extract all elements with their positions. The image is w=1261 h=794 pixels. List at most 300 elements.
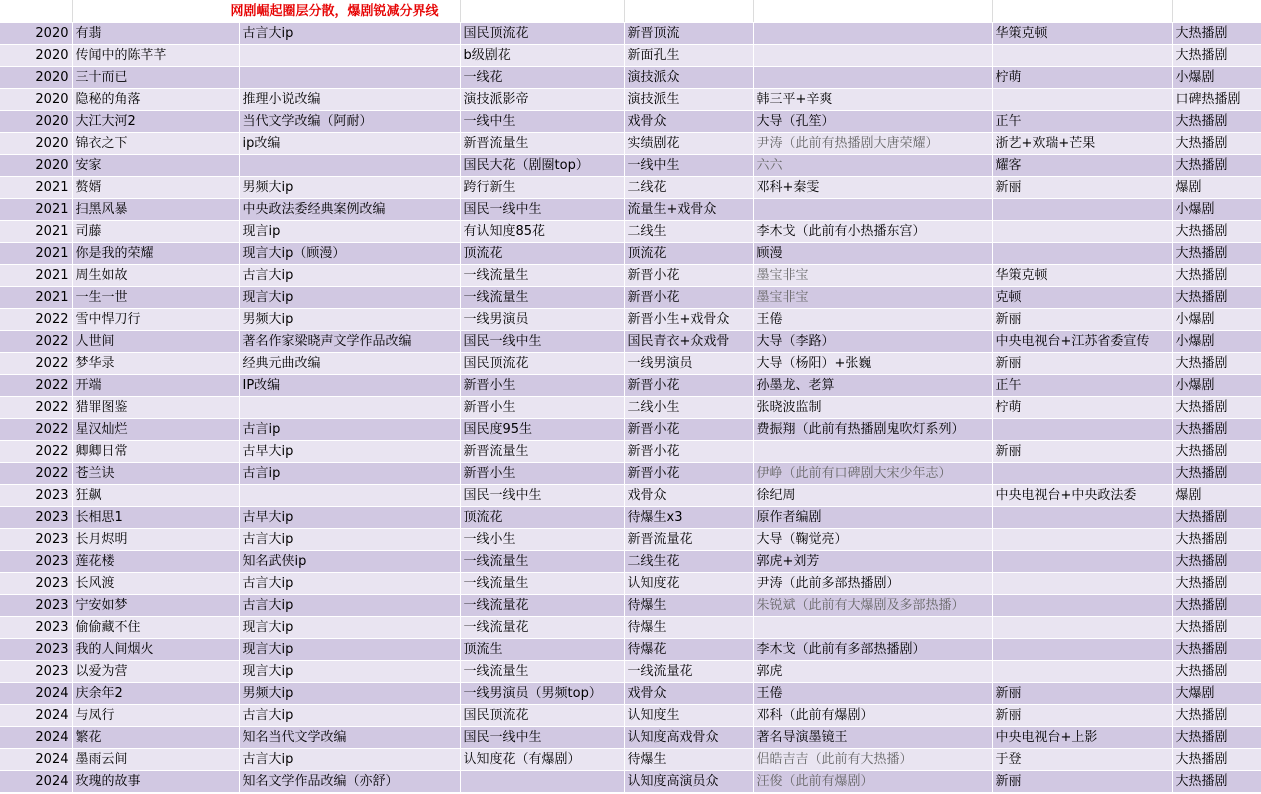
title-cell: 传闻中的陈芊芊 xyxy=(72,45,239,67)
title-cell: 莲花楼 xyxy=(72,551,239,573)
result-cell: 大热播剧 xyxy=(1172,727,1261,749)
creator-cell: 原作者编剧 xyxy=(753,507,992,529)
company-cell: 新丽 xyxy=(992,683,1172,705)
lead1-cell: 一线流量生 xyxy=(460,661,624,683)
company-cell: 中央电视台+江苏省委宣传 xyxy=(992,331,1172,353)
creator-cell: 李木戈（此前有小热播东宫） xyxy=(753,221,992,243)
company-cell: 新丽 xyxy=(992,353,1172,375)
result-cell: 大爆剧 xyxy=(1172,683,1261,705)
table-row xyxy=(0,705,1261,727)
source-cell: 古言大ip xyxy=(239,573,460,595)
year-cell: 2023 xyxy=(0,617,72,639)
title-cell: 宁安如梦 xyxy=(72,595,239,617)
company-cell: 新丽 xyxy=(992,441,1172,463)
lead2-cell: 二线生 xyxy=(624,221,753,243)
lead2-cell: 认知度生 xyxy=(624,705,753,727)
creator-cell xyxy=(753,199,992,221)
lead2-cell: 待爆生 xyxy=(624,749,753,771)
lead1-cell xyxy=(460,771,624,793)
lead2-cell: 新晋顶流 xyxy=(624,23,753,45)
company-cell xyxy=(992,595,1172,617)
lead2-cell: 顶流花 xyxy=(624,243,753,265)
source-cell: 男频大ip xyxy=(239,177,460,199)
table-row xyxy=(0,331,1261,353)
result-cell: 大热播剧 xyxy=(1172,265,1261,287)
year-cell: 2021 xyxy=(0,177,72,199)
lead2-cell: 二线生花 xyxy=(624,551,753,573)
source-cell: ip改编 xyxy=(239,133,460,155)
table-row xyxy=(0,265,1261,287)
creator-cell: 侣皓吉吉（此前有大热播） xyxy=(753,749,992,771)
lead1-cell: 一线流量生 xyxy=(460,287,624,309)
result-cell: 小爆剧 xyxy=(1172,67,1261,89)
result-cell: 大热播剧 xyxy=(1172,639,1261,661)
creator-cell: 大导（杨阳）+张巍 xyxy=(753,353,992,375)
source-cell: 古言ip xyxy=(239,463,460,485)
title-cell: 安家 xyxy=(72,155,239,177)
result-cell: 小爆剧 xyxy=(1172,309,1261,331)
result-cell: 爆剧 xyxy=(1172,177,1261,199)
lead2-cell: 二线小生 xyxy=(624,397,753,419)
lead1-cell: 有认知度85花 xyxy=(460,221,624,243)
creator-cell: 朱锐斌（此前有大爆剧及多部热播） xyxy=(753,595,992,617)
company-cell: 中央电视台+上影 xyxy=(992,727,1172,749)
lead2-cell: 新晋小花 xyxy=(624,419,753,441)
company-cell xyxy=(992,199,1172,221)
result-cell: 大热播剧 xyxy=(1172,595,1261,617)
lead2-cell: 待爆花 xyxy=(624,639,753,661)
lead2-cell: 戏骨众 xyxy=(624,683,753,705)
company-cell: 新丽 xyxy=(992,309,1172,331)
table-row xyxy=(0,639,1261,661)
title-cell: 繁花 xyxy=(72,727,239,749)
table-row xyxy=(0,771,1261,793)
source-cell: 著名作家梁晓声文学作品改编 xyxy=(239,331,460,353)
lead1-cell: 国民大花（剧圈top） xyxy=(460,155,624,177)
lead2-cell: 演技派生 xyxy=(624,89,753,111)
source-cell: 知名文学作品改编（亦舒） xyxy=(239,771,460,793)
lead1-cell: 一线小生 xyxy=(460,529,624,551)
creator-cell: 张晓波监制 xyxy=(753,397,992,419)
result-cell: 大热播剧 xyxy=(1172,133,1261,155)
creator-cell: 邓科+秦雯 xyxy=(753,177,992,199)
title-cell: 猎罪图鉴 xyxy=(72,397,239,419)
company-cell: 新丽 xyxy=(992,705,1172,727)
table-row xyxy=(0,111,1261,133)
result-cell: 大热播剧 xyxy=(1172,705,1261,727)
company-cell: 中央电视台+中央政法委 xyxy=(992,485,1172,507)
lead1-cell: 顶流花 xyxy=(460,243,624,265)
company-cell xyxy=(992,617,1172,639)
source-cell xyxy=(239,67,460,89)
lead2-cell: 二线花 xyxy=(624,177,753,199)
header-cell xyxy=(624,0,753,23)
creator-cell: 顾漫 xyxy=(753,243,992,265)
year-cell: 2020 xyxy=(0,23,72,45)
table-row xyxy=(0,155,1261,177)
source-cell: 古言大ip xyxy=(239,529,460,551)
company-cell: 新丽 xyxy=(992,771,1172,793)
table-row xyxy=(0,683,1261,705)
result-cell: 小爆剧 xyxy=(1172,375,1261,397)
company-cell: 华策克顿 xyxy=(992,265,1172,287)
result-cell: 大热播剧 xyxy=(1172,353,1261,375)
lead2-cell: 认知度高演员众 xyxy=(624,771,753,793)
source-cell: 中央政法委经典案例改编 xyxy=(239,199,460,221)
table-row xyxy=(0,463,1261,485)
result-cell: 大热播剧 xyxy=(1172,221,1261,243)
title-cell: 庆余年2 xyxy=(72,683,239,705)
lead1-cell: 一线流量生 xyxy=(460,551,624,573)
year-cell: 2020 xyxy=(0,89,72,111)
year-cell: 2022 xyxy=(0,309,72,331)
source-cell xyxy=(239,45,460,67)
source-cell xyxy=(239,397,460,419)
creator-cell: 王倦 xyxy=(753,309,992,331)
lead2-cell: 戏骨众 xyxy=(624,485,753,507)
lead1-cell: 国民顶流花 xyxy=(460,705,624,727)
header-cell xyxy=(460,0,624,23)
title-cell: 你是我的荣耀 xyxy=(72,243,239,265)
year-cell: 2022 xyxy=(0,397,72,419)
lead1-cell: 国民顶流花 xyxy=(460,23,624,45)
creator-cell: 徐纪周 xyxy=(753,485,992,507)
creator-cell: 墨宝非宝 xyxy=(753,265,992,287)
year-cell: 2022 xyxy=(0,375,72,397)
source-cell: 古言大ip xyxy=(239,595,460,617)
lead1-cell: 一线流量花 xyxy=(460,595,624,617)
year-cell: 2022 xyxy=(0,441,72,463)
source-cell: 知名当代文学改编 xyxy=(239,727,460,749)
lead2-cell: 新晋小花 xyxy=(624,441,753,463)
lead2-cell: 实绩剧花 xyxy=(624,133,753,155)
year-cell: 2020 xyxy=(0,111,72,133)
lead1-cell: 跨行新生 xyxy=(460,177,624,199)
result-cell: 大热播剧 xyxy=(1172,155,1261,177)
table-row xyxy=(0,133,1261,155)
lead1-cell: 演技派影帝 xyxy=(460,89,624,111)
table-row xyxy=(0,199,1261,221)
result-cell: 大热播剧 xyxy=(1172,573,1261,595)
company-cell: 于登 xyxy=(992,749,1172,771)
result-cell: 大热播剧 xyxy=(1172,397,1261,419)
company-cell xyxy=(992,419,1172,441)
result-cell: 大热播剧 xyxy=(1172,507,1261,529)
table-row xyxy=(0,45,1261,67)
source-cell: 古言大ip xyxy=(239,265,460,287)
company-cell xyxy=(992,573,1172,595)
lead2-cell: 一线流量花 xyxy=(624,661,753,683)
title-cell: 三十而已 xyxy=(72,67,239,89)
title-cell: 扫黑风暴 xyxy=(72,199,239,221)
company-cell: 浙艺+欢瑞+芒果 xyxy=(992,133,1172,155)
source-cell: 推理小说改编 xyxy=(239,89,460,111)
creator-cell xyxy=(753,441,992,463)
source-cell: 古言大ip xyxy=(239,705,460,727)
source-cell: 古言ip xyxy=(239,419,460,441)
table-row xyxy=(0,221,1261,243)
title-cell: 长风渡 xyxy=(72,573,239,595)
source-cell: 男频大ip xyxy=(239,683,460,705)
lead1-cell: 一线中生 xyxy=(460,111,624,133)
lead2-cell: 一线男演员 xyxy=(624,353,753,375)
title-cell: 大江大河2 xyxy=(72,111,239,133)
result-cell: 大热播剧 xyxy=(1172,617,1261,639)
lead1-cell: 认知度花（有爆剧） xyxy=(460,749,624,771)
lead2-cell: 一线中生 xyxy=(624,155,753,177)
lead2-cell: 认知度高戏骨众 xyxy=(624,727,753,749)
year-cell: 2022 xyxy=(0,353,72,375)
year-cell: 2020 xyxy=(0,45,72,67)
lead2-cell: 演技派众 xyxy=(624,67,753,89)
source-cell: 现言大ip xyxy=(239,661,460,683)
title-cell: 锦衣之下 xyxy=(72,133,239,155)
title-cell: 长相思1 xyxy=(72,507,239,529)
banner-cell xyxy=(72,0,460,23)
company-cell: 华策克顿 xyxy=(992,23,1172,45)
table-row xyxy=(0,661,1261,683)
year-cell: 2023 xyxy=(0,573,72,595)
company-cell: 新丽 xyxy=(992,177,1172,199)
lead1-cell: 新晋小生 xyxy=(460,397,624,419)
lead2-cell: 新晋流量花 xyxy=(624,529,753,551)
year-cell: 2021 xyxy=(0,287,72,309)
source-cell: 现言ip xyxy=(239,221,460,243)
lead1-cell: 一线流量花 xyxy=(460,617,624,639)
lead1-cell: 一线男演员 xyxy=(460,309,624,331)
title-cell: 周生如故 xyxy=(72,265,239,287)
banner-row xyxy=(0,0,1261,23)
table-row xyxy=(0,727,1261,749)
company-cell xyxy=(992,507,1172,529)
year-cell: 2023 xyxy=(0,595,72,617)
table-row xyxy=(0,573,1261,595)
banner-text: 网剧崛起圈层分散，爆剧锐减分界线 xyxy=(230,3,439,19)
year-cell: 2023 xyxy=(0,529,72,551)
title-cell: 星汉灿烂 xyxy=(72,419,239,441)
lead2-cell: 新晋小花 xyxy=(624,265,753,287)
header-cell xyxy=(992,0,1172,23)
source-cell: 现言大ip xyxy=(239,639,460,661)
result-cell: 大热播剧 xyxy=(1172,287,1261,309)
lead1-cell: 一线流量生 xyxy=(460,573,624,595)
company-cell: 耀客 xyxy=(992,155,1172,177)
lead1-cell: 新晋小生 xyxy=(460,463,624,485)
year-cell: 2022 xyxy=(0,419,72,441)
creator-cell: 大导（李路） xyxy=(753,331,992,353)
lead1-cell: 顶流生 xyxy=(460,639,624,661)
result-cell: 大热播剧 xyxy=(1172,243,1261,265)
lead1-cell: 一线男演员（男频top） xyxy=(460,683,624,705)
lead1-cell: 国民一线中生 xyxy=(460,331,624,353)
lead1-cell: 国民一线中生 xyxy=(460,199,624,221)
creator-cell: 汪俊（此前有爆剧） xyxy=(753,771,992,793)
source-cell: 古言大ip xyxy=(239,749,460,771)
creator-cell: 王倦 xyxy=(753,683,992,705)
title-cell: 梦华录 xyxy=(72,353,239,375)
creator-cell: 李木戈（此前有多部热播剧） xyxy=(753,639,992,661)
year-cell: 2020 xyxy=(0,133,72,155)
table-row xyxy=(0,595,1261,617)
creator-cell: 郭虎+刘芳 xyxy=(753,551,992,573)
result-cell: 大热播剧 xyxy=(1172,441,1261,463)
creator-cell: 孙墨龙、老算 xyxy=(753,375,992,397)
title-cell: 雪中悍刀行 xyxy=(72,309,239,331)
lead2-cell: 新晋小花 xyxy=(624,287,753,309)
year-cell: 2021 xyxy=(0,243,72,265)
creator-cell: 墨宝非宝 xyxy=(753,287,992,309)
lead2-cell: 新晋小生+戏骨众 xyxy=(624,309,753,331)
year-cell: 2023 xyxy=(0,507,72,529)
company-cell xyxy=(992,529,1172,551)
title-cell: 玫瑰的故事 xyxy=(72,771,239,793)
company-cell xyxy=(992,45,1172,67)
title-cell: 长月烬明 xyxy=(72,529,239,551)
lead2-cell: 认知度花 xyxy=(624,573,753,595)
result-cell: 小爆剧 xyxy=(1172,199,1261,221)
creator-cell: 郭虎 xyxy=(753,661,992,683)
company-cell: 柠萌 xyxy=(992,397,1172,419)
title-cell: 一生一世 xyxy=(72,287,239,309)
year-cell: 2022 xyxy=(0,331,72,353)
source-cell xyxy=(239,155,460,177)
result-cell: 小爆剧 xyxy=(1172,331,1261,353)
header-cell xyxy=(0,0,72,23)
lead2-cell: 国民青衣+众戏骨 xyxy=(624,331,753,353)
table-row xyxy=(0,67,1261,89)
creator-cell xyxy=(753,23,992,45)
creator-cell: 尹涛（此前多部热播剧） xyxy=(753,573,992,595)
table-row xyxy=(0,309,1261,331)
source-cell: 男频大ip xyxy=(239,309,460,331)
company-cell xyxy=(992,661,1172,683)
lead1-cell: b级剧花 xyxy=(460,45,624,67)
title-cell: 司藤 xyxy=(72,221,239,243)
title-cell: 苍兰诀 xyxy=(72,463,239,485)
title-cell: 以爱为营 xyxy=(72,661,239,683)
company-cell: 克顿 xyxy=(992,287,1172,309)
lead1-cell: 国民一线中生 xyxy=(460,485,624,507)
lead2-cell: 戏骨众 xyxy=(624,111,753,133)
title-cell: 人世间 xyxy=(72,331,239,353)
title-cell: 偷偷藏不住 xyxy=(72,617,239,639)
year-cell: 2020 xyxy=(0,67,72,89)
creator-cell: 邓科（此前有爆剧） xyxy=(753,705,992,727)
title-cell: 狂飙 xyxy=(72,485,239,507)
result-cell: 大热播剧 xyxy=(1172,111,1261,133)
table-row xyxy=(0,375,1261,397)
title-cell: 卿卿日常 xyxy=(72,441,239,463)
title-cell: 隐秘的角落 xyxy=(72,89,239,111)
company-cell xyxy=(992,221,1172,243)
year-cell: 2021 xyxy=(0,265,72,287)
source-cell: 现言大ip xyxy=(239,287,460,309)
company-cell: 柠萌 xyxy=(992,67,1172,89)
title-cell: 与凤行 xyxy=(72,705,239,727)
table-row xyxy=(0,529,1261,551)
company-cell xyxy=(992,639,1172,661)
year-cell: 2022 xyxy=(0,463,72,485)
result-cell: 大热播剧 xyxy=(1172,551,1261,573)
table-row xyxy=(0,89,1261,111)
table-row xyxy=(0,397,1261,419)
creator-cell: 著名导演墨镜王 xyxy=(753,727,992,749)
source-cell xyxy=(239,485,460,507)
company-cell xyxy=(992,463,1172,485)
title-cell: 有翡 xyxy=(72,23,239,45)
year-cell: 2020 xyxy=(0,155,72,177)
year-cell: 2021 xyxy=(0,221,72,243)
year-cell: 2023 xyxy=(0,551,72,573)
company-cell xyxy=(992,89,1172,111)
lead2-cell: 待爆生x3 xyxy=(624,507,753,529)
lead2-cell: 流量生+戏骨众 xyxy=(624,199,753,221)
company-cell: 正午 xyxy=(992,375,1172,397)
result-cell: 大热播剧 xyxy=(1172,529,1261,551)
table-row xyxy=(0,617,1261,639)
lead2-cell: 待爆生 xyxy=(624,617,753,639)
creator-cell: 韩三平+辛爽 xyxy=(753,89,992,111)
creator-cell: 大导（鞠觉亮） xyxy=(753,529,992,551)
result-cell: 大热播剧 xyxy=(1172,463,1261,485)
table-row xyxy=(0,177,1261,199)
title-cell: 墨雨云间 xyxy=(72,749,239,771)
title-cell: 赘婿 xyxy=(72,177,239,199)
company-cell: 正午 xyxy=(992,111,1172,133)
table-row xyxy=(0,23,1261,45)
table-row xyxy=(0,507,1261,529)
creator-cell: 六六 xyxy=(753,155,992,177)
title-cell: 我的人间烟火 xyxy=(72,639,239,661)
creator-cell: 尹涛（此前有热播剧大唐荣耀） xyxy=(753,133,992,155)
title-cell: 开端 xyxy=(72,375,239,397)
result-cell: 口碑热播剧 xyxy=(1172,89,1261,111)
creator-cell: 大导（孔笙） xyxy=(753,111,992,133)
result-cell: 大热播剧 xyxy=(1172,45,1261,67)
result-cell: 大热播剧 xyxy=(1172,23,1261,45)
lead1-cell: 国民度95生 xyxy=(460,419,624,441)
lead1-cell: 国民一线中生 xyxy=(460,727,624,749)
creator-cell xyxy=(753,67,992,89)
source-cell: 古言大ip xyxy=(239,23,460,45)
source-cell: 古早大ip xyxy=(239,441,460,463)
year-cell: 2023 xyxy=(0,639,72,661)
creator-cell xyxy=(753,45,992,67)
lead1-cell: 新晋小生 xyxy=(460,375,624,397)
lead2-cell: 待爆生 xyxy=(624,595,753,617)
year-cell: 2021 xyxy=(0,199,72,221)
year-cell: 2024 xyxy=(0,727,72,749)
creator-cell: 费振翔（此前有热播剧鬼吹灯系列） xyxy=(753,419,992,441)
source-cell: 古早大ip xyxy=(239,507,460,529)
year-cell: 2024 xyxy=(0,749,72,771)
creator-cell: 伊峥（此前有口碑剧大宋少年志） xyxy=(753,463,992,485)
lead2-cell: 新晋小花 xyxy=(624,463,753,485)
source-cell: 当代文学改编（阿耐） xyxy=(239,111,460,133)
company-cell xyxy=(992,243,1172,265)
lead1-cell: 一线花 xyxy=(460,67,624,89)
result-cell: 爆剧 xyxy=(1172,485,1261,507)
year-cell: 2024 xyxy=(0,683,72,705)
header-cell xyxy=(1172,0,1261,23)
table-row xyxy=(0,441,1261,463)
table-row xyxy=(0,419,1261,441)
year-cell: 2023 xyxy=(0,485,72,507)
table-row xyxy=(0,551,1261,573)
lead1-cell: 新晋流量生 xyxy=(460,441,624,463)
company-cell xyxy=(992,551,1172,573)
table-row xyxy=(0,485,1261,507)
